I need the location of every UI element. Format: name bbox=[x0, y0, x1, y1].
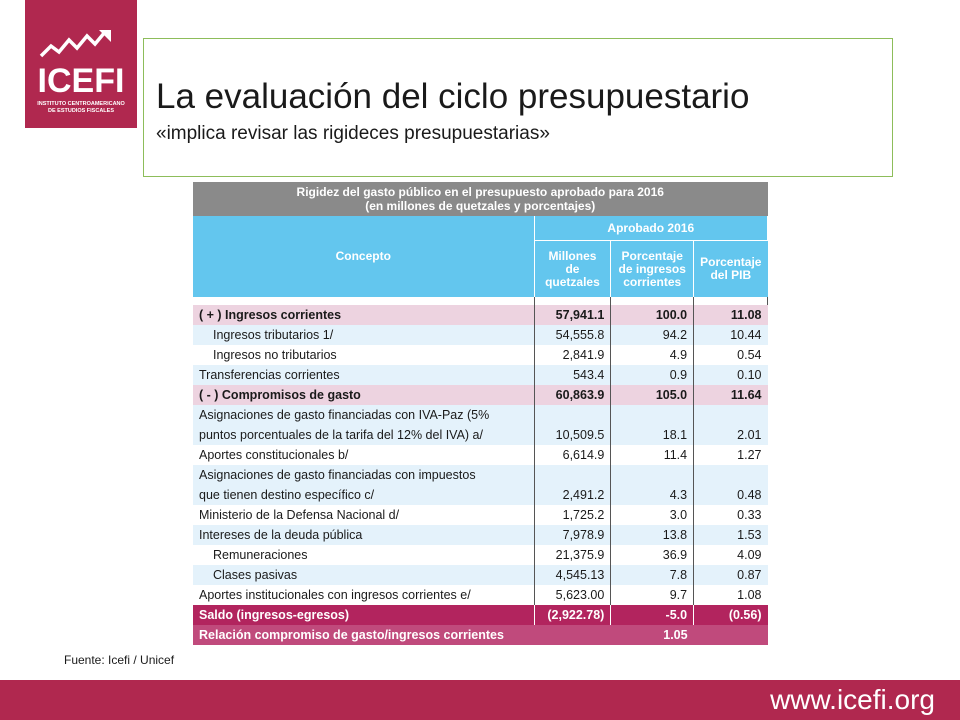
table-title-row bbox=[193, 182, 768, 216]
table-row bbox=[193, 305, 768, 325]
row-concept-line1: Asignaciones de gasto financiadas con IVA-Paz (5% bbox=[199, 408, 490, 422]
row-millones: 2,491.2 bbox=[534, 465, 611, 505]
table-title-line1: Rigidez del gasto público en el presupuesto aprobado para 2016 bbox=[296, 185, 664, 199]
row-concept: Aportes constitucionales b/ bbox=[193, 445, 534, 465]
row-millones: 10,509.5 bbox=[534, 405, 611, 445]
row-millones: 57,941.1 bbox=[534, 305, 611, 325]
page-title: La evaluación del ciclo presupuestario bbox=[156, 77, 750, 116]
ratio-row bbox=[193, 625, 768, 645]
row-pct-pib: 0.48 bbox=[694, 465, 768, 505]
row-pct-ingresos: 94.2 bbox=[611, 325, 694, 345]
row-pct-pib: 11.08 bbox=[694, 305, 768, 325]
table-header-row-1 bbox=[193, 216, 768, 241]
row-millones: 7,978.9 bbox=[534, 525, 611, 545]
row-concept: Clases pasivas bbox=[193, 565, 534, 585]
logo-subtitle-line1: INSTITUTO CENTROAMERICANO bbox=[37, 101, 125, 107]
row-pct-pib: 2.01 bbox=[694, 405, 768, 445]
group-header: Aprobado 2016 bbox=[534, 216, 767, 241]
table-row bbox=[193, 405, 768, 445]
row-concept: ( - ) Compromisos de gasto bbox=[193, 385, 534, 405]
row-pct-ingresos: 0.9 bbox=[611, 365, 694, 385]
rigidity-table-wrapper bbox=[193, 182, 768, 645]
col-header-millones: Millones de quetzales bbox=[534, 241, 611, 298]
title-box bbox=[143, 38, 893, 177]
ratio-value: 1.05 bbox=[611, 625, 694, 645]
row-pct-ingresos: 11.4 bbox=[611, 445, 694, 465]
icefi-logo bbox=[25, 0, 137, 128]
row-concept: Saldo (ingresos-egresos) bbox=[193, 605, 534, 625]
rigidity-table bbox=[193, 182, 768, 645]
row-millones: 60,863.9 bbox=[534, 385, 611, 405]
table-row bbox=[193, 505, 768, 525]
row-millones: 21,375.9 bbox=[534, 545, 611, 565]
row-millones: 543.4 bbox=[534, 365, 611, 385]
logo-subtitle-line2: DE ESTUDIOS FISCALES bbox=[47, 108, 114, 114]
row-concept: Ministerio de la Defensa Nacional d/ bbox=[193, 505, 534, 525]
table-row bbox=[193, 385, 768, 405]
row-concept: Remuneraciones bbox=[193, 545, 534, 565]
row-pct-pib: 0.10 bbox=[694, 365, 768, 385]
table-title-line2: (en millones de quetzales y porcentajes) bbox=[365, 199, 596, 213]
ratio-label: Relación compromiso de gasto/ingresos corrientes bbox=[193, 625, 534, 645]
row-millones: (2,922.78) bbox=[534, 605, 611, 625]
row-pct-ingresos: 4.3 bbox=[611, 465, 694, 505]
row-pct-ingresos: 18.1 bbox=[611, 405, 694, 445]
row-concept: ( + ) Ingresos corrientes bbox=[193, 305, 534, 325]
table-row bbox=[193, 545, 768, 565]
table-row bbox=[193, 465, 768, 505]
table-row bbox=[193, 365, 768, 385]
row-concept bbox=[193, 405, 534, 445]
row-pct-ingresos: 13.8 bbox=[611, 525, 694, 545]
row-millones: 5,623.00 bbox=[534, 585, 611, 605]
row-pct-pib: (0.56) bbox=[694, 605, 768, 625]
row-millones: 4,545.13 bbox=[534, 565, 611, 585]
saldo-row bbox=[193, 605, 768, 625]
row-pct-pib: 11.64 bbox=[694, 385, 768, 405]
row-pct-ingresos: 105.0 bbox=[611, 385, 694, 405]
footer-bar bbox=[0, 680, 960, 720]
row-millones: 2,841.9 bbox=[534, 345, 611, 365]
row-concept-line2: puntos porcentuales de la tarifa del 12% del IVA) a/ bbox=[199, 428, 483, 442]
col-header-pct-ingresos: Porcentaje de ingresos corrientes bbox=[611, 241, 694, 298]
row-pct-ingresos: 100.0 bbox=[611, 305, 694, 325]
row-pct-pib: 1.53 bbox=[694, 525, 768, 545]
row-pct-ingresos: 36.9 bbox=[611, 545, 694, 565]
concept-header: Concepto bbox=[193, 216, 534, 297]
col-header-pct-pib: Porcentaje del PIB bbox=[694, 241, 768, 298]
row-pct-pib: 0.54 bbox=[694, 345, 768, 365]
row-pct-pib: 4.09 bbox=[694, 545, 768, 565]
row-concept-line2: que tienen destino específico c/ bbox=[199, 488, 375, 502]
table-row bbox=[193, 525, 768, 545]
row-concept: Ingresos tributarios 1/ bbox=[193, 325, 534, 345]
table-title bbox=[193, 182, 768, 216]
row-millones: 6,614.9 bbox=[534, 445, 611, 465]
row-pct-ingresos: 7.8 bbox=[611, 565, 694, 585]
spacer-row bbox=[193, 297, 768, 305]
table-row bbox=[193, 345, 768, 365]
logo-name: ICEFI bbox=[37, 62, 125, 100]
row-pct-pib: 1.27 bbox=[694, 445, 768, 465]
row-concept: Ingresos no tributarios bbox=[193, 345, 534, 365]
row-pct-ingresos: 9.7 bbox=[611, 585, 694, 605]
row-concept-line1: Asignaciones de gasto financiadas con impuestos bbox=[199, 468, 476, 482]
row-pct-pib: 0.33 bbox=[694, 505, 768, 525]
row-pct-pib: 10.44 bbox=[694, 325, 768, 345]
table-row bbox=[193, 585, 768, 605]
row-pct-ingresos: -5.0 bbox=[611, 605, 694, 625]
row-millones: 54,555.8 bbox=[534, 325, 611, 345]
footer-url[interactable]: www.icefi.org bbox=[770, 684, 935, 715]
row-pct-pib: 0.87 bbox=[694, 565, 768, 585]
row-pct-pib: 1.08 bbox=[694, 585, 768, 605]
row-pct-ingresos: 4.9 bbox=[611, 345, 694, 365]
row-pct-ingresos: 3.0 bbox=[611, 505, 694, 525]
row-concept: Aportes institucionales con ingresos corrientes e/ bbox=[193, 585, 534, 605]
row-concept: Transferencias corrientes bbox=[193, 365, 534, 385]
table-row bbox=[193, 445, 768, 465]
row-concept: Intereses de la deuda pública bbox=[193, 525, 534, 545]
growth-zigzag-icon bbox=[39, 30, 123, 60]
logo-subtitle bbox=[25, 101, 137, 115]
source-note: Fuente: Icefi / Unicef bbox=[64, 653, 175, 667]
page-subtitle: «implica revisar las rigideces presupuestarias» bbox=[156, 123, 550, 144]
table-row bbox=[193, 565, 768, 585]
row-millones: 1,725.2 bbox=[534, 505, 611, 525]
row-concept bbox=[193, 465, 534, 505]
table-row bbox=[193, 325, 768, 345]
